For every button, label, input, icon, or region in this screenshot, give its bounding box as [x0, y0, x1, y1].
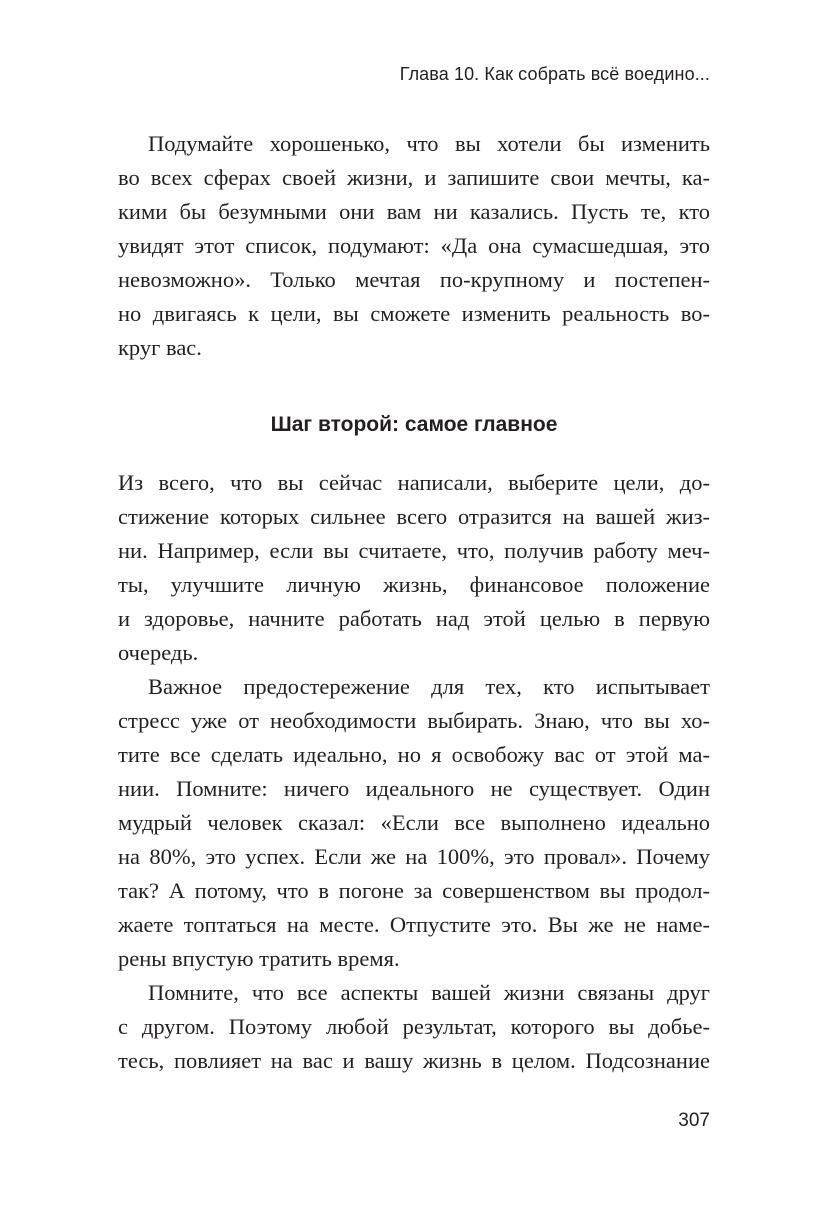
text-line: ни. Например, если вы считаете, что, получив работу меч-: [118, 538, 710, 563]
text-line: Из всего, что вы сейчас написали, выберите цели, до-: [118, 470, 710, 495]
paragraph-2: [118, 466, 710, 670]
body-text: [118, 466, 710, 1078]
paragraph-3: [118, 670, 710, 976]
text-line: стижение которых сильнее всего отразится на вашей жиз-: [118, 504, 710, 529]
running-head: Глава 10. Как собрать всё воедино...: [399, 64, 710, 84]
text-line: рены впустую тратить время.: [118, 946, 400, 971]
page-number: 307: [678, 1110, 710, 1131]
text-line: тите все сделать идеально, но я освобожу вас от этой ма-: [118, 742, 710, 767]
section-heading: Шаг второй: самое главное: [270, 413, 558, 436]
paragraph-1: [118, 127, 710, 365]
text-line: нии. Помните: ничего идеального не существует. Один: [118, 776, 710, 801]
text-line: тесь, повлияет на вас и вашу жизнь в целом. Подсознание: [118, 1048, 710, 1073]
text-line: с другом. Поэтому любой результат, которого вы добье-: [118, 1014, 710, 1039]
text-line: но двигаясь к цели, вы сможете изменить реальность во-: [118, 301, 710, 326]
text-line: круг вас.: [118, 335, 202, 360]
text-line: кими бы безумными они вам ни казались. Пусть те, кто: [118, 199, 710, 224]
text-line: Помните, что все аспекты вашей жизни связаны друг: [148, 980, 710, 1005]
text-line: ты, улучшите личную жизнь, финансовое положение: [118, 572, 710, 597]
text-line: Подумайте хорошенько, что вы хотели бы изменить: [148, 131, 710, 156]
text-line: так? А потому, что в погоне за совершенством вы продол-: [118, 878, 710, 903]
text-line: на 80%, это успех. Если же на 100%, это провал». Почему: [118, 844, 710, 869]
text-line: невозможно». Только мечтая по-крупному и постепен-: [118, 267, 710, 292]
text-line: очередь.: [118, 640, 199, 665]
paragraph-4: [118, 976, 710, 1078]
text-line: стресс уже от необходимости выбирать. Знаю, что вы хо-: [118, 708, 710, 733]
text-line: увидят этот список, подумают: «Да она сумасшедшая, это: [118, 233, 710, 258]
text-line: во всех сферах своей жизни, и запишите свои мечты, ка-: [118, 165, 710, 190]
text-line: Важное предостережение для тех, кто испытывает: [148, 674, 710, 699]
text-line: мудрый человек сказал: «Если все выполнено идеально: [118, 810, 710, 835]
text-line: жаете топтаться на месте. Отпустите это. Вы же не наме-: [118, 912, 710, 937]
text-line: и здоровье, начните работать над этой целью в первую: [118, 606, 710, 631]
